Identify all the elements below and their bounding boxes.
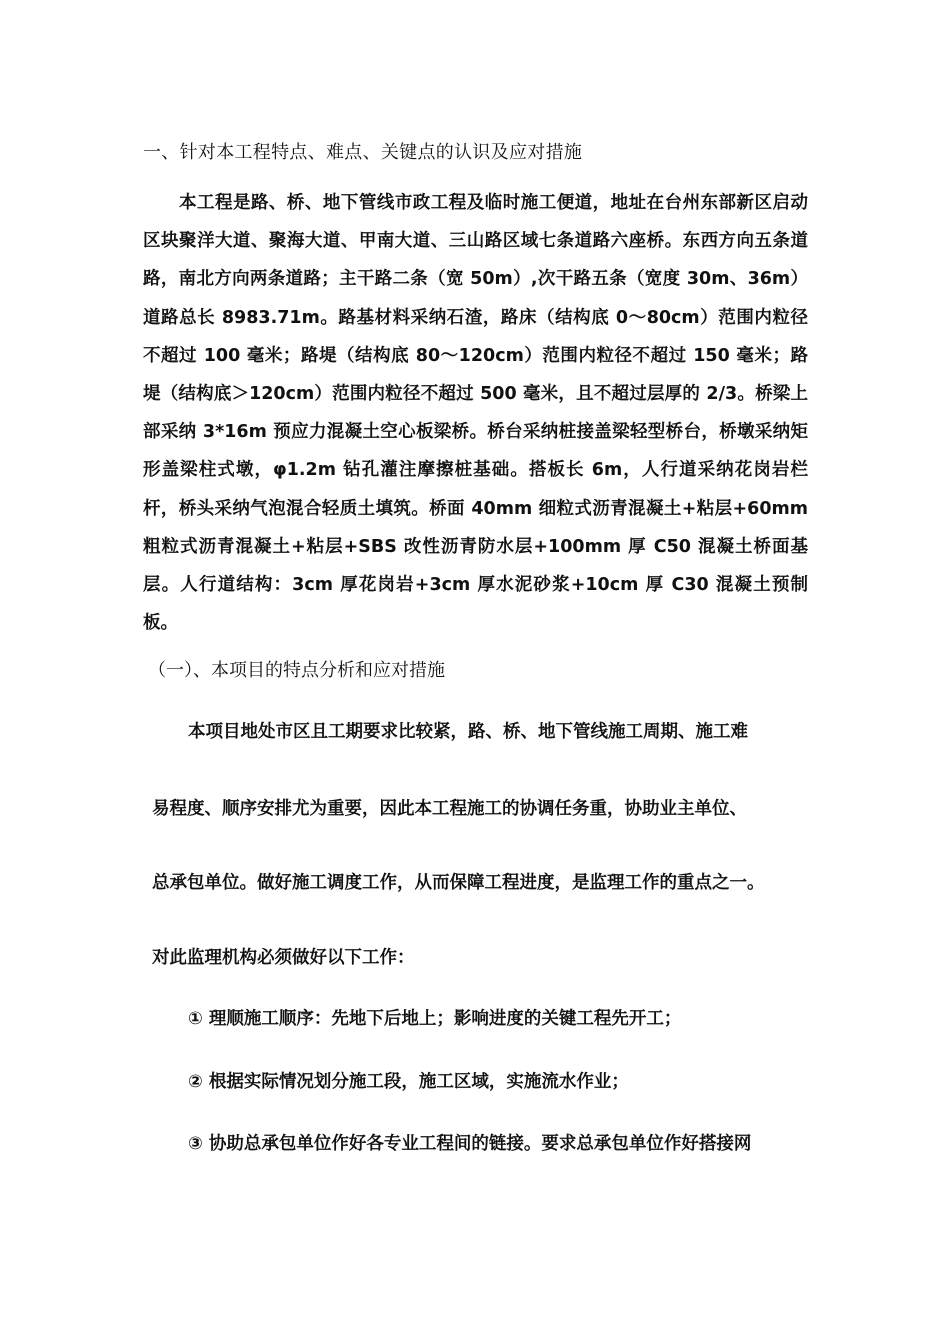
section-heading: 一、针对本工程特点、难点、关键点的认识及应对措施 — [143, 142, 583, 163]
measure-item-3: ③ 协助总承包单位作好各专业工程间的链接。要求总承包单位作好搭接网 — [188, 1134, 752, 1154]
analysis-line-3: 总承包单位。做好施工调度工作，从而保障工程进度，是监理工作的重点之一。 — [152, 873, 765, 893]
analysis-line-4: 对此监理机构必须做好以下工作： — [152, 948, 415, 968]
analysis-line-2: 易程度、顺序安排尤为重要，因此本工程施工的协调任务重，协助业主单位、 — [152, 799, 747, 819]
analysis-line-1: 本项目地处市区且工期要求比较紧，路、桥、地下管线施工周期、施工难 — [188, 722, 748, 742]
measure-item-1: ① 理顺施工顺序：先地下后地上；影响进度的关键工程先开工； — [188, 1009, 682, 1029]
measure-item-2: ② 根据实际情况划分施工段，施工区域，实施流水作业； — [188, 1072, 629, 1092]
subsection-heading: （一）、本项目的特点分析和应对措施 — [148, 660, 445, 681]
intro-paragraph: 本工程是路、桥、地下管线市政工程及临时施工便道，地址在台州东部新区启动区块聚洋大道、聚海大道、甲南大道、三山路区域七条道路六座桥。东西方向五条道路，南北方向两条道路；主干路二条（宽 50m）,次干路五条（宽度 30m、36m）道路总长 8983.71m。路基材料采纳石渣，路床（结构底 0～80cm）范围内粒径不超过 100 毫米；路堤（结构底 80～120cm）范围内粒径不超过 150 毫米；路堤（结构底＞120cm）范围内粒径不超过 500 毫米，且不超过层厚的 2/3。桥梁上部采纳 3*16m 预应力混凝土空心板梁桥。桥台采纳桩接盖梁轻型桥台，桥墩采纳矩形盖梁柱式墩，φ1.2m 钻孔灌注摩擦桩基础。搭板长 6m，人行道采纳花岗岩栏杆，桥头采纳气泡混合轻质土填筑。桥面 40mm 细粒式沥青混凝土+粘层+60mm 粗粒式沥青混凝土+粘层+SBS 改性沥青防水层+100mm 厚 C50 混凝土桥面基层。人行道结构：3cm 厚花岗岩+3cm 厚水泥砂浆+10cm 厚 C30 混凝土预制板。 — [143, 193, 808, 634]
